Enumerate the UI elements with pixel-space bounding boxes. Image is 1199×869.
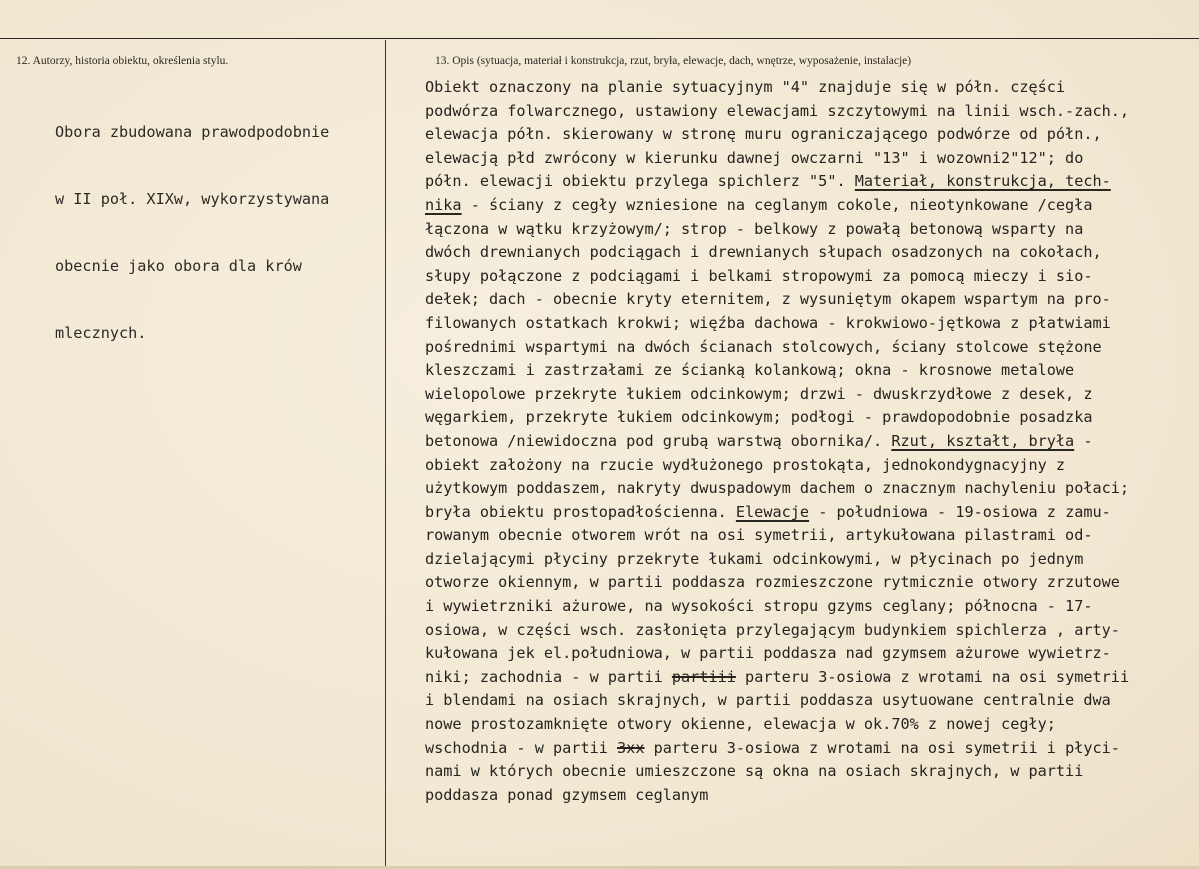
right-text-line (425, 666, 1129, 690)
left-text-line: mlecznych. (55, 324, 147, 343)
text-segment: wielopolowe przekryte łukiem odcinkowym; drzwi - dwuskrzydłowe z desek, z (425, 384, 1093, 403)
text-segment: dełek; dach - obecnie kryty eternitem, z wysuniętym okapem wspartym na pro- (425, 290, 1111, 309)
underlined-heading: Elewacje (735, 502, 810, 521)
text-segment: nami w których obecnie umieszczone są okna na osiach skrajnych, w partii (425, 762, 1084, 781)
right-text-line (425, 501, 1129, 525)
text-segment: poddasza ponad gzymsem ceglanym (425, 785, 709, 804)
text-segment: półn. elewacji obiektu przylega spichlerz "5". (425, 172, 855, 191)
text-segment: podwórza folwarcznego, ustawiony elewacjami szczytowymi na linii wsch.-zach., (425, 101, 1130, 120)
struck-text: partiii (671, 667, 736, 686)
underlined-heading: nika (425, 195, 462, 214)
right-text-line (425, 406, 1129, 430)
column-divider (385, 40, 386, 869)
right-text-line (425, 619, 1129, 643)
text-segment: - (1074, 431, 1093, 450)
right-text-line (425, 194, 1129, 218)
right-text-line (425, 595, 1129, 619)
right-text-line (425, 123, 1129, 147)
text-segment: nowe prostozamknięte otwory okienne, elewacja w ok.70% z nowej cegły; (425, 715, 1056, 734)
right-text-line (425, 383, 1129, 407)
right-text-line (425, 241, 1129, 265)
text-segment: dzielającymi płyciny przekryte łukami odcinkowymi, w płycinach po jednym (425, 549, 1084, 568)
right-text-line (425, 336, 1129, 360)
right-text-line (425, 170, 1129, 194)
right-text-line (425, 737, 1129, 761)
underlined-heading: Rzut, kształt, bryła (891, 431, 1075, 450)
right-text-line (425, 100, 1129, 124)
right-text-line (425, 218, 1129, 242)
text-segment: pośrednimi wspartymi na dwóch ścianach stolcowych, ściany stolcowe stężone (425, 337, 1102, 356)
right-text-line (425, 571, 1129, 595)
right-text-line (425, 430, 1129, 454)
text-segment: betonowa /niewidoczna pod grubą warstwą obornika/. (425, 431, 892, 450)
text-segment: bryła obiektu prostopadłościenna. (425, 502, 736, 521)
text-segment: elewacja półn. skierowany w stronę muru ograniczającego podwórze od półn., (425, 125, 1102, 144)
text-segment: słupy połączone z podciągami i belkami stropowymi za pomocą mieczy i sio- (425, 266, 1093, 285)
right-text-line (425, 548, 1129, 572)
top-border-line (0, 38, 1199, 39)
right-text-line (425, 147, 1129, 171)
right-text-line (425, 265, 1129, 289)
right-text-line (425, 642, 1129, 666)
text-segment: i wywietrzniki ażurowe, na wysokości stropu gzyms ceglany; północna - 17- (425, 597, 1093, 616)
text-segment: - ściany z cegły wzniesione na ceglanym cokole, nieotynkowane /cegła (461, 195, 1093, 214)
text-segment: dwóch drewnianych podciągach i drewnianych słupach osadzonych na cokołach, (425, 243, 1102, 262)
right-text-line (425, 760, 1129, 784)
struck-text: 3xx (617, 738, 645, 757)
left-text-line: obecnie jako obora dla krów (55, 257, 302, 276)
text-segment: parteru 3-osiowa z wrotami na osi symetrii i płyci- (644, 738, 1120, 757)
text-segment: rowanym obecnie otworem wrót na osi symetrii, artykułowana pilastrami od- (425, 526, 1093, 545)
left-text-line: w II poł. XIXw, wykorzystywana (55, 190, 330, 209)
section-12-body (55, 76, 329, 390)
section-13-header: 13. Opis (sytuacja, materiał i konstrukcja, rzut, bryła, elewacje, dach, wnętrze, wyposażenie, instalacje) (435, 55, 912, 67)
right-text-line (425, 454, 1129, 478)
text-segment: elewacją płd zwrócony w kierunku dawnej owczarni "13" i wozowni2"12"; do (425, 148, 1084, 167)
right-text-line (425, 689, 1129, 713)
text-segment: użytkowym poddaszem, nakryty dwuspadowym dachem o znacznym nachyleniu połaci; (425, 479, 1130, 498)
text-segment: kleszczami i zastrzałami ze ścianką kolankową; okna - krosnowe metalowe (425, 361, 1075, 380)
right-text-line (425, 288, 1129, 312)
text-segment: filowanych ostatkach krokwi; więźba dachowa - krokwiowo-jętkowa z płatwiami (425, 313, 1111, 332)
right-text-line (425, 784, 1129, 808)
right-text-line (425, 477, 1129, 501)
text-segment: obiekt założony na rzucie wydłużonego prostokąta, jednokondygnacyjny z (425, 455, 1066, 474)
text-segment: kułowana jek el.południowa, w partii poddasza nad gzymsem ażurowe wywietrz- (425, 644, 1111, 663)
section-13-body (425, 76, 1129, 807)
text-segment: parteru 3-osiowa z wrotami na osi symetrii (735, 667, 1130, 686)
text-segment: osiowa, w części wsch. zasłonięta przylegającym budynkiem spichlerza , arty- (425, 620, 1120, 639)
text-segment: i blendami na osiach skrajnych, w partii poddasza usytuowane centralnie dwa (425, 691, 1111, 710)
text-segment: otworze okiennym, w partii poddasza rozmieszczone rytmicznie otwory zrzutowe (425, 573, 1120, 592)
right-text-line (425, 359, 1129, 383)
left-text-line: Obora zbudowana prawodpodobnie (55, 122, 330, 141)
right-text-line (425, 524, 1129, 548)
text-segment: węgarkiem, przekryte łukiem odcinkowym; podłogi - prawdopodobnie posadzka (425, 408, 1093, 427)
text-segment: - południowa - 19-osiowa z zamu- (809, 502, 1111, 521)
text-segment: łączona w wątku krzyżowym/; strop - belkowy z powałą betonową wsparty na (425, 219, 1084, 238)
text-segment: niki; zachodnia - w partii (425, 667, 672, 686)
right-text-line (425, 76, 1129, 100)
text-segment: Obiekt oznaczony na planie sytuacyjnym "4" znajduje się w półn. części (425, 78, 1066, 96)
section-12-header: 12. Autorzy, historia obiektu, określenia stylu. (16, 55, 229, 67)
right-text-line (425, 713, 1129, 737)
text-segment: wschodnia - w partii (425, 738, 618, 757)
right-text-line (425, 312, 1129, 336)
underlined-heading: Materiał, konstrukcja, tech- (854, 172, 1111, 191)
